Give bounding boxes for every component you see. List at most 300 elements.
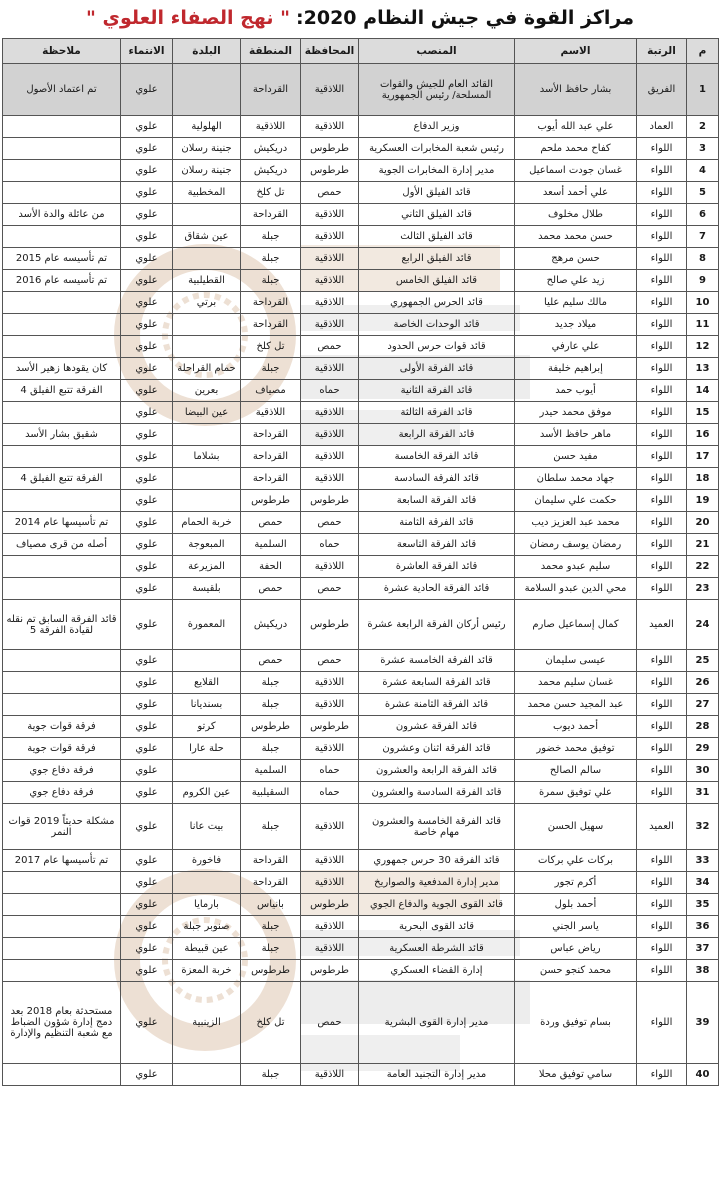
area-cell: دريكيش (241, 160, 301, 182)
rank-cell: اللواء (637, 160, 687, 182)
area-cell: القرداحة (241, 292, 301, 314)
area-cell: دريكيش (241, 600, 301, 650)
number-cell: 8 (687, 248, 719, 270)
governorate-cell: اللاذقية (301, 292, 359, 314)
note-cell (3, 894, 121, 916)
affiliation-cell: علوي (121, 556, 173, 578)
note-cell (3, 916, 121, 938)
number-cell: 36 (687, 916, 719, 938)
governorate-cell: اللاذقية (301, 1064, 359, 1086)
town-cell (173, 314, 241, 336)
number-cell: 34 (687, 872, 719, 894)
note-cell: الفرقة تتبع الفيلق 4 (3, 468, 121, 490)
position-cell: قائد الفرقة الثامنة عشرة (359, 694, 515, 716)
note-cell: الفرقة تتبع الفيلق 4 (3, 380, 121, 402)
rank-cell: العميد (637, 804, 687, 850)
town-cell: بعرين (173, 380, 241, 402)
number-cell: 13 (687, 358, 719, 380)
position-cell: قائد قوات حرس الحدود (359, 336, 515, 358)
rank-cell: اللواء (637, 270, 687, 292)
town-cell (173, 204, 241, 226)
town-cell: كرتو (173, 716, 241, 738)
position-cell: قائد الفرقة اثنان وعشرون (359, 738, 515, 760)
affiliation-cell: علوي (121, 380, 173, 402)
affiliation-cell: علوي (121, 248, 173, 270)
town-cell: القطيلبية (173, 270, 241, 292)
number-cell: 11 (687, 314, 719, 336)
table-row (3, 694, 719, 716)
note-cell: شقيق بشار الأسد (3, 424, 121, 446)
governorate-cell: اللاذقية (301, 694, 359, 716)
position-cell: قائد الفرقة السادسة (359, 468, 515, 490)
affiliation-cell: علوي (121, 138, 173, 160)
name-cell: جهاد محمد سلطان (515, 468, 637, 490)
table-row (3, 716, 719, 738)
affiliation-cell: علوي (121, 424, 173, 446)
name-cell: كفاح محمد ملحم (515, 138, 637, 160)
note-cell (3, 314, 121, 336)
area-cell: طرطوس (241, 490, 301, 512)
rank-cell: اللواء (637, 204, 687, 226)
number-cell: 38 (687, 960, 719, 982)
number-cell: 33 (687, 850, 719, 872)
position-cell: مدير إدارة المخابرات الجوية (359, 160, 515, 182)
name-cell: علي عبد الله أيوب (515, 116, 637, 138)
rank-cell: اللواء (637, 138, 687, 160)
number-cell: 5 (687, 182, 719, 204)
position-cell: قائد الفرقة العاشرة (359, 556, 515, 578)
name-cell: أيوب حمد (515, 380, 637, 402)
note-cell (3, 960, 121, 982)
town-cell (173, 248, 241, 270)
town-cell (173, 760, 241, 782)
governorate-cell: اللاذقية (301, 424, 359, 446)
rank-cell: اللواء (637, 650, 687, 672)
affiliation-cell: علوي (121, 694, 173, 716)
note-cell (3, 578, 121, 600)
governorate-cell: اللاذقية (301, 468, 359, 490)
affiliation-cell: علوي (121, 1064, 173, 1086)
area-cell: طرطوس (241, 716, 301, 738)
town-cell (173, 490, 241, 512)
position-cell: قائد الفرقة الثامنة (359, 512, 515, 534)
position-cell: قائد الفرقة الخامسة عشرة (359, 650, 515, 672)
governorate-cell: حماه (301, 534, 359, 556)
area-cell: القرداحة (241, 314, 301, 336)
town-cell: فاخورة (173, 850, 241, 872)
affiliation-cell: علوي (121, 270, 173, 292)
town-cell: حلة عارا (173, 738, 241, 760)
town-cell: بارمايا (173, 894, 241, 916)
page-title (0, 0, 720, 36)
town-cell: بشلاما (173, 446, 241, 468)
position-cell: مدير إدارة التجنيد العامة (359, 1064, 515, 1086)
governorate-cell: اللاذقية (301, 804, 359, 850)
town-cell: المبعوجة (173, 534, 241, 556)
town-cell: المزيرعة (173, 556, 241, 578)
governorate-cell: اللاذقية (301, 916, 359, 938)
affiliation-cell: علوي (121, 894, 173, 916)
area-cell: طرطوس (241, 960, 301, 982)
table-row (3, 916, 719, 938)
table-row (3, 64, 719, 116)
table-row (3, 270, 719, 292)
rank-cell: اللواء (637, 292, 687, 314)
affiliation-cell: علوي (121, 804, 173, 850)
rank-cell: اللواء (637, 512, 687, 534)
rank-cell: اللواء (637, 380, 687, 402)
note-cell: تم اعتماد الأصول (3, 64, 121, 116)
note-cell (3, 694, 121, 716)
note-cell: فرقة قوات جوية (3, 738, 121, 760)
number-cell: 19 (687, 490, 719, 512)
note-cell: مشكلة حديثاً 2019 قوات النمر (3, 804, 121, 850)
area-cell: القرداحة (241, 64, 301, 116)
affiliation-cell: علوي (121, 850, 173, 872)
number-cell: 15 (687, 402, 719, 424)
number-cell: 6 (687, 204, 719, 226)
affiliation-cell: علوي (121, 938, 173, 960)
rank-cell: اللواء (637, 446, 687, 468)
name-cell: محمد عبد العزيز ديب (515, 512, 637, 534)
rank-cell: اللواء (637, 872, 687, 894)
name-cell: أكرم تجور (515, 872, 637, 894)
note-cell: تم تأسيسه عام 2016 (3, 270, 121, 292)
town-cell (173, 336, 241, 358)
area-cell: جبلة (241, 270, 301, 292)
table-row (3, 804, 719, 850)
position-cell: قائد الفرقة الرابعة (359, 424, 515, 446)
town-cell: جنينة رسلان (173, 160, 241, 182)
note-cell: فرقة قوات جوية (3, 716, 121, 738)
number-cell: 27 (687, 694, 719, 716)
number-cell: 29 (687, 738, 719, 760)
position-cell: قائد الفرقة السابعة (359, 490, 515, 512)
number-cell: 16 (687, 424, 719, 446)
position-cell: قائد الفرقة 30 حرس جمهوري (359, 850, 515, 872)
governorate-cell: اللاذقية (301, 270, 359, 292)
table-row (3, 738, 719, 760)
area-cell: السلمية (241, 760, 301, 782)
note-cell: من عائلة والدة الأسد (3, 204, 121, 226)
rank-cell: اللواء (637, 738, 687, 760)
header-number: م (687, 39, 719, 64)
table-row (3, 336, 719, 358)
note-cell: مستحدثة بعام 2018 بعد دمج إدارة شؤون الضباط مع شعبة التنظيم والإدارة (3, 982, 121, 1064)
governorate-cell: اللاذقية (301, 672, 359, 694)
rank-cell: اللواء (637, 782, 687, 804)
area-cell: حمص (241, 512, 301, 534)
header-rank: الرتبة (637, 39, 687, 64)
note-cell: كان يقودها زهير الأسد (3, 358, 121, 380)
rank-cell: اللواء (637, 1064, 687, 1086)
name-cell: أحمد بلول (515, 894, 637, 916)
area-cell: السلمية (241, 534, 301, 556)
governorate-cell: اللاذقية (301, 738, 359, 760)
position-cell: القائد العام للجيش والقوات المسلحة/ رئيس الجمهورية (359, 64, 515, 116)
table-row (3, 160, 719, 182)
rank-cell: اللواء (637, 694, 687, 716)
affiliation-cell: علوي (121, 578, 173, 600)
affiliation-cell: علوي (121, 916, 173, 938)
note-cell: أصله من قرى مصياف (3, 534, 121, 556)
note-cell (3, 160, 121, 182)
affiliation-cell: علوي (121, 716, 173, 738)
header-town: البلدة (173, 39, 241, 64)
area-cell: جبلة (241, 916, 301, 938)
area-cell: القرداحة (241, 872, 301, 894)
area-cell: مصياف (241, 380, 301, 402)
affiliation-cell: علوي (121, 182, 173, 204)
town-cell: خربة المعزة (173, 960, 241, 982)
table-row (3, 578, 719, 600)
name-cell: مالك سليم عليا (515, 292, 637, 314)
rank-cell: اللواء (637, 938, 687, 960)
note-cell (3, 556, 121, 578)
table-row (3, 850, 719, 872)
rank-cell: اللواء (637, 850, 687, 872)
title-main: مراكز القوة في جيش النظام 2020: (296, 7, 634, 29)
table-row (3, 600, 719, 650)
name-cell: محي الدين عبدو السلامة (515, 578, 637, 600)
number-cell: 20 (687, 512, 719, 534)
number-cell: 9 (687, 270, 719, 292)
governorate-cell: اللاذقية (301, 116, 359, 138)
rank-cell: اللواء (637, 358, 687, 380)
rank-cell: اللواء (637, 760, 687, 782)
rank-cell: اللواء (637, 578, 687, 600)
governorate-cell: اللاذقية (301, 204, 359, 226)
governorate-cell: طرطوس (301, 960, 359, 982)
area-cell: جبلة (241, 226, 301, 248)
governorate-cell: اللاذقية (301, 446, 359, 468)
rank-cell: اللواء (637, 226, 687, 248)
affiliation-cell: علوي (121, 204, 173, 226)
note-cell: فرقة دفاع جوي (3, 782, 121, 804)
position-cell: قائد الفرقة الخامسة والعشرون مهام خاصة (359, 804, 515, 850)
town-cell: بسنديانا (173, 694, 241, 716)
area-cell: جبلة (241, 1064, 301, 1086)
header-area: المنطقة (241, 39, 301, 64)
affiliation-cell: علوي (121, 872, 173, 894)
rank-cell: اللواء (637, 402, 687, 424)
rank-cell: اللواء (637, 916, 687, 938)
governorate-cell: حمص (301, 512, 359, 534)
affiliation-cell: علوي (121, 116, 173, 138)
number-cell: 28 (687, 716, 719, 738)
number-cell: 3 (687, 138, 719, 160)
rank-cell: اللواء (637, 556, 687, 578)
name-cell: ميلاد جديد (515, 314, 637, 336)
note-cell: تم تأسيسها عام 2014 (3, 512, 121, 534)
position-cell: قائد الشرطة العسكرية (359, 938, 515, 960)
name-cell: مفيد حسن (515, 446, 637, 468)
governorate-cell: اللاذقية (301, 358, 359, 380)
position-cell: قائد القوى الجوية والدفاع الجوي (359, 894, 515, 916)
table-row (3, 760, 719, 782)
table-row (3, 402, 719, 424)
name-cell: بسام توفيق وردة (515, 982, 637, 1064)
number-cell: 32 (687, 804, 719, 850)
name-cell: غسان جودت اسماعيل (515, 160, 637, 182)
town-cell: الهلولية (173, 116, 241, 138)
note-cell: تم تأسيسها عام 2017 (3, 850, 121, 872)
area-cell: جبلة (241, 358, 301, 380)
note-cell (3, 292, 121, 314)
number-cell: 31 (687, 782, 719, 804)
area-cell: تل كلخ (241, 182, 301, 204)
number-cell: 23 (687, 578, 719, 600)
name-cell: ماهر حافظ الأسد (515, 424, 637, 446)
number-cell: 37 (687, 938, 719, 960)
affiliation-cell: علوي (121, 226, 173, 248)
town-cell (173, 424, 241, 446)
position-cell: مدير إدارة القوى البشرية (359, 982, 515, 1064)
position-cell: قائد الفرقة السادسة والعشرون (359, 782, 515, 804)
affiliation-cell: علوي (121, 358, 173, 380)
table-header-row (3, 39, 719, 64)
note-cell (3, 872, 121, 894)
header-affiliation: الانتماء (121, 39, 173, 64)
area-cell: تل كلخ (241, 336, 301, 358)
governorate-cell: اللاذقية (301, 402, 359, 424)
town-cell: عين قبيطة (173, 938, 241, 960)
area-cell: السقيلبية (241, 782, 301, 804)
town-cell: عين شقاق (173, 226, 241, 248)
name-cell: سامي توفيق محلا (515, 1064, 637, 1086)
town-cell (173, 872, 241, 894)
position-cell: قائد الفيلق الأول (359, 182, 515, 204)
name-cell: عبد المجيد حسن محمد (515, 694, 637, 716)
area-cell: القرداحة (241, 446, 301, 468)
rank-cell: اللواء (637, 182, 687, 204)
affiliation-cell: علوي (121, 64, 173, 116)
name-cell: علي توفيق سمرة (515, 782, 637, 804)
governorate-cell: اللاذقية (301, 226, 359, 248)
area-cell: القرداحة (241, 468, 301, 490)
governorate-cell: حمص (301, 182, 359, 204)
name-cell: ياسر الجني (515, 916, 637, 938)
rank-cell: اللواء (637, 960, 687, 982)
affiliation-cell: علوي (121, 760, 173, 782)
town-cell: بيت عانا (173, 804, 241, 850)
table-row (3, 1064, 719, 1086)
position-cell: إدارة القضاء العسكري (359, 960, 515, 982)
note-cell: قائد الفرقة السابق تم نقله لقيادة الفرقة 5 (3, 600, 121, 650)
number-cell: 12 (687, 336, 719, 358)
position-cell: قائد الفرقة الرابعة والعشرون (359, 760, 515, 782)
note-cell (3, 672, 121, 694)
governorate-cell: اللاذقية (301, 850, 359, 872)
governorate-cell: طرطوس (301, 894, 359, 916)
header-note: ملاحظة (3, 39, 121, 64)
town-cell (173, 468, 241, 490)
number-cell: 25 (687, 650, 719, 672)
table-row (3, 292, 719, 314)
number-cell: 21 (687, 534, 719, 556)
name-cell: إبراهيم خليفة (515, 358, 637, 380)
number-cell: 10 (687, 292, 719, 314)
position-cell: قائد الفرقة الحادية عشرة (359, 578, 515, 600)
area-cell: جبلة (241, 694, 301, 716)
name-cell: علي عارفي (515, 336, 637, 358)
area-cell: بانياس (241, 894, 301, 916)
affiliation-cell: علوي (121, 314, 173, 336)
affiliation-cell: علوي (121, 446, 173, 468)
town-cell: بلقيسة (173, 578, 241, 600)
governorate-cell: اللاذقية (301, 872, 359, 894)
name-cell: أحمد ديوب (515, 716, 637, 738)
note-cell (3, 490, 121, 512)
affiliation-cell: علوي (121, 672, 173, 694)
position-cell: قائد الوحدات الخاصة (359, 314, 515, 336)
name-cell: علي أحمد أسعد (515, 182, 637, 204)
note-cell: فرقة دفاع جوي (3, 760, 121, 782)
table-row (3, 894, 719, 916)
note-cell (3, 138, 121, 160)
affiliation-cell: علوي (121, 534, 173, 556)
table-row (3, 248, 719, 270)
governorate-cell: اللاذقية (301, 938, 359, 960)
town-cell: برتي (173, 292, 241, 314)
area-cell: جبلة (241, 738, 301, 760)
governorate-cell: حمص (301, 982, 359, 1064)
table-row (3, 556, 719, 578)
town-cell: حمام القراحلة (173, 358, 241, 380)
town-cell: عين البيضا (173, 402, 241, 424)
affiliation-cell: علوي (121, 402, 173, 424)
town-cell: القلايع (173, 672, 241, 694)
table-row (3, 358, 719, 380)
table-row (3, 782, 719, 804)
position-cell: قائد الفيلق الرابع (359, 248, 515, 270)
header-position: المنصب (359, 39, 515, 64)
name-cell: محمد كنجو حسن (515, 960, 637, 982)
note-cell (3, 116, 121, 138)
governorate-cell: اللاذقية (301, 64, 359, 116)
rank-cell: اللواء (637, 248, 687, 270)
table-row (3, 672, 719, 694)
table-row (3, 380, 719, 402)
name-cell: طلال مخلوف (515, 204, 637, 226)
table-row (3, 424, 719, 446)
area-cell: اللاذقية (241, 116, 301, 138)
area-cell: جبلة (241, 672, 301, 694)
note-cell (3, 336, 121, 358)
number-cell: 7 (687, 226, 719, 248)
table-row (3, 182, 719, 204)
number-cell: 17 (687, 446, 719, 468)
area-cell: جبلة (241, 804, 301, 850)
rank-cell: الفريق (637, 64, 687, 116)
governorate-cell: طرطوس (301, 490, 359, 512)
position-cell: قائد الفيلق الثاني (359, 204, 515, 226)
number-cell: 22 (687, 556, 719, 578)
number-cell: 39 (687, 982, 719, 1064)
town-cell: عين الكروم (173, 782, 241, 804)
area-cell: الحفة (241, 556, 301, 578)
position-cell: قائد القوى البحرية (359, 916, 515, 938)
governorate-cell: طرطوس (301, 160, 359, 182)
header-name: الاسم (515, 39, 637, 64)
position-cell: وزير الدفاع (359, 116, 515, 138)
number-cell: 4 (687, 160, 719, 182)
affiliation-cell: علوي (121, 468, 173, 490)
rank-cell: اللواء (637, 468, 687, 490)
number-cell: 14 (687, 380, 719, 402)
area-cell: جبلة (241, 248, 301, 270)
governorate-cell: اللاذقية (301, 556, 359, 578)
